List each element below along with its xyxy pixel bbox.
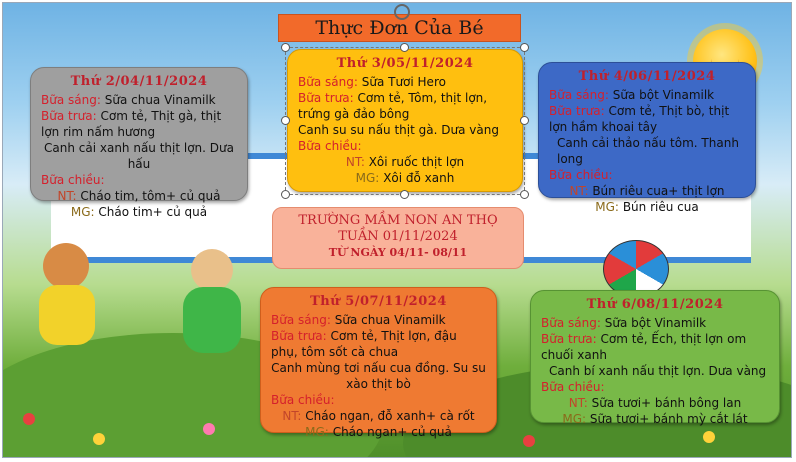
day-heading: Thứ 4/06/11/2024 — [578, 69, 716, 84]
flower-decoration — [93, 433, 105, 445]
lunch-label: Bữa trưa: — [541, 332, 597, 346]
breakfast-label: Bữa sáng: — [549, 88, 609, 102]
soup-text: Canh cải xanh nấu thịt lợn. Dưa hấu — [44, 141, 234, 171]
resize-handle[interactable] — [281, 116, 290, 125]
kid-body-illustration — [39, 285, 95, 345]
school-info-box[interactable] — [272, 207, 524, 269]
mg-label: MG: — [595, 200, 619, 214]
day-card-wednesday[interactable] — [538, 62, 756, 214]
breakfast-text: Sữa Tươi Hero — [361, 75, 446, 89]
day-heading: Thứ 6/08/11/2024 — [586, 297, 724, 312]
soup-text: Canh cải thảo nấu tôm. Thanh long — [557, 136, 739, 166]
girl-body-illustration — [183, 287, 241, 353]
breakfast-text: Sữa bột Vinamilk — [604, 316, 707, 330]
afternoon-label: Bữa chiều: — [541, 380, 605, 394]
mg-label: MG: — [355, 171, 380, 185]
resize-handle[interactable] — [281, 43, 290, 52]
flower-decoration — [203, 423, 215, 435]
mg-text: Bún riêu cua — [622, 200, 699, 214]
kid-head-illustration — [43, 243, 89, 289]
nt-text: Xôi ruốc thịt lợn — [368, 155, 465, 169]
lunch-label: Bữa trưa: — [41, 109, 97, 123]
day-heading: Thứ 2/04/11/2024 — [70, 74, 208, 89]
flower-decoration — [523, 435, 535, 447]
resize-handle[interactable] — [400, 43, 409, 52]
breakfast-text: Sữa bột Vinamilk — [612, 88, 715, 102]
nt-label: NT: — [569, 184, 589, 198]
day-card-monday[interactable] — [30, 67, 248, 219]
resize-handle[interactable] — [400, 190, 409, 199]
breakfast-label: Bữa sáng: — [271, 313, 331, 327]
nt-label: NT: — [282, 409, 302, 423]
school-week: TUẦN 01/11/2024 — [338, 229, 458, 244]
mg-text: Sữa tươi+ bánh mỳ cắt lát — [589, 412, 748, 426]
resize-handle[interactable] — [281, 190, 290, 199]
nt-label: NT: — [345, 155, 365, 169]
lunch-label: Bữa trưa: — [271, 329, 327, 343]
lunch-label: Bữa trưa: — [298, 91, 354, 105]
resize-handle[interactable] — [520, 116, 529, 125]
breakfast-text: Sữa chua Vinamilk — [104, 93, 216, 107]
breakfast-label: Bữa sáng: — [41, 93, 101, 107]
mg-label: MG: — [70, 205, 95, 219]
nt-label: NT: — [57, 189, 77, 203]
lunch-text: Cơm tẻ, Thịt gà, thịt lợn rim nấm hương — [41, 109, 222, 139]
day-card-friday[interactable] — [530, 290, 780, 426]
afternoon-label: Bữa chiều: — [549, 168, 613, 182]
nt-text: Cháo ngan, đỗ xanh+ cà rốt — [305, 409, 475, 423]
mg-text: Xôi đỗ xanh — [383, 171, 455, 185]
nt-text: Sữa tươi+ bánh bông lan — [591, 396, 742, 410]
lunch-text: Cơm tẻ, Thịt lợn, đậu phụ, tôm sốt cà chua — [271, 329, 457, 359]
afternoon-label: Bữa chiều: — [41, 173, 105, 187]
rotate-handle[interactable] — [394, 4, 410, 20]
mg-label: MG: — [305, 425, 329, 439]
day-card-thursday[interactable] — [260, 287, 497, 439]
day-heading: Thứ 5/07/11/2024 — [310, 294, 447, 309]
day-heading: Thứ 3/05/11/2024 — [336, 56, 474, 71]
girl-head-illustration — [191, 249, 233, 291]
afternoon-label: Bữa chiều: — [271, 393, 335, 407]
mg-label: MG: — [562, 412, 587, 426]
resize-handle[interactable] — [520, 43, 529, 52]
lunch-text: Cơm tẻ, Tôm, thịt lợn, trứng gà đảo bông — [298, 91, 488, 121]
soup-text: Canh su su nấu thịt gà. Dưa vàng — [298, 123, 499, 137]
mg-text: Cháo tim+ củ quả — [98, 205, 208, 219]
flower-decoration — [703, 431, 715, 443]
breakfast-text: Sữa chua Vinamilk — [334, 313, 446, 327]
lunch-text: Cơm tẻ, Ếch, thịt lợn om chuối xanh — [541, 332, 747, 362]
soup-text: Canh mùng tơi nấu cua đồng. Su su xào thịt bò — [271, 361, 486, 391]
resize-handle[interactable] — [520, 190, 529, 199]
breakfast-label: Bữa sáng: — [541, 316, 601, 330]
afternoon-label: Bữa chiều: — [298, 139, 362, 153]
soup-text: Canh bí xanh nấu thịt lợn. Dưa vàng — [549, 364, 767, 378]
school-name: TRƯỜNG MẦM NON AN THỌ — [298, 213, 498, 228]
nt-text: Bún riêu cua+ thịt lợn — [592, 184, 725, 198]
mg-text: Cháo ngan+ củ quả — [332, 425, 452, 439]
nt-label: NT: — [568, 396, 588, 410]
nt-text: Cháo tim, tôm+ củ quả — [80, 189, 221, 203]
lunch-text: Cơm tẻ, Thịt bò, thịt lợn hầm khoai tây — [549, 104, 730, 134]
school-date-range: TỪ NGÀY 04/11- 08/11 — [328, 246, 468, 259]
flower-decoration — [23, 413, 35, 425]
menu-title[interactable]: Thực Đơn Của Bé — [278, 14, 521, 42]
breakfast-label: Bữa sáng: — [298, 75, 358, 89]
lunch-label: Bữa trưa: — [549, 104, 605, 118]
day-card-tuesday[interactable] — [287, 49, 523, 192]
